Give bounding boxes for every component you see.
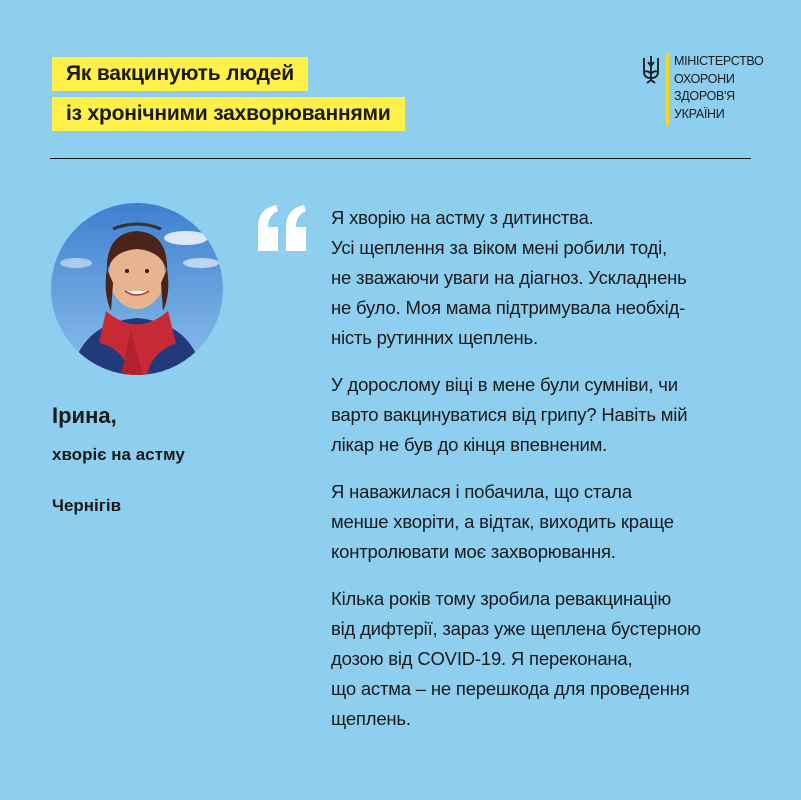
ministry-line-4: УКРАЇНИ: [674, 106, 725, 121]
ministry-line-3: ЗДОРОВ'Я: [674, 89, 735, 103]
ministry-divider-bar: [666, 54, 669, 126]
quote-paragraph-1: Я хворію на астму з дитинства. Усі щеплення за віком мені робили тоді, не зважаючи уваги на діагноз. Ускладнень не було. Моя мама підтримувала необхід- ність рутинних щеплень.: [331, 207, 687, 348]
person-name: Ірина,: [52, 403, 117, 428]
quote-paragraph-2: У дорослому віці в мене були сумніви, чи варто вакцинуватися від грипу? Навіть мій лікар не був до кінця впевненим.: [331, 374, 688, 455]
quote-paragraph-4: Кілька років тому зробила ревакцинацію від дифтерії, зараз уже щеплена бустерною дозою від COVID-19. Я переконана, що астма – не перешкода для проведення щеплень.: [331, 588, 701, 729]
portrait-photo: [51, 203, 223, 375]
ministry-name: [674, 53, 763, 123]
ministry-line-2: ОХОРОНИ: [674, 71, 735, 86]
quote-paragraph-3: Я наважилася і побачила, що стала менше хворіти, а відтак, виходить краще контролювати моє захворювання.: [331, 481, 674, 562]
title-line-2: із хронічними захворюваннями: [52, 97, 405, 131]
quote-mark-icon: [256, 205, 308, 251]
title-line-1: Як вакцинують людей: [52, 57, 308, 91]
ministry-line-1: МІНІСТЕРСТВО: [674, 54, 764, 68]
header-divider: [50, 158, 751, 159]
person-city: Чернігів: [52, 496, 122, 515]
quote-body: [331, 203, 771, 751]
person-condition: хворіє на астму: [52, 445, 185, 464]
trident-icon: [640, 54, 662, 84]
